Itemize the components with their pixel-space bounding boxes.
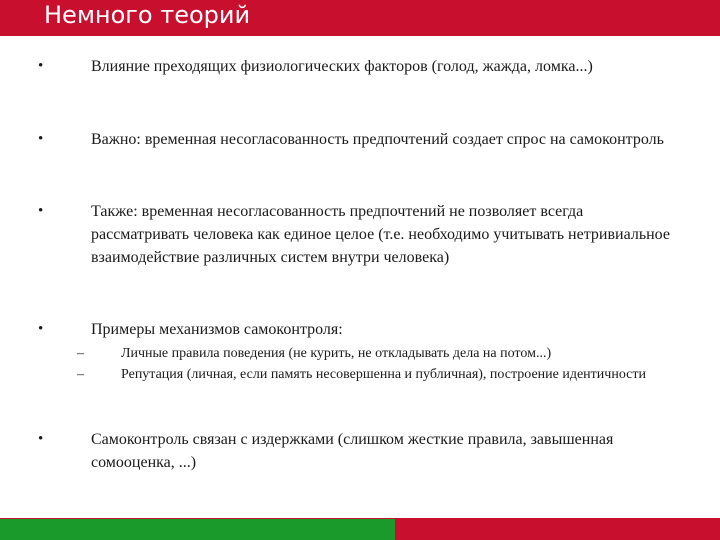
sub-bullet-marker: – bbox=[77, 367, 84, 382]
sub-bullet-marker: – bbox=[77, 346, 84, 361]
title-bar bbox=[0, 0, 720, 36]
bullet-text: Примеры механизмов самоконтроля: bbox=[91, 321, 343, 338]
slide-title: Немного теорий bbox=[44, 1, 251, 29]
bullet-text: Важно: временная несогласованность предпочтений создает спрос на самоконтроль bbox=[91, 131, 664, 148]
bullet-marker: • bbox=[38, 203, 44, 219]
footer-band bbox=[0, 518, 720, 540]
sub-bullet-text: Репутация (личная, если память несовершенна и публичная), построение идентичности bbox=[121, 367, 646, 382]
bullet-marker: • bbox=[38, 58, 44, 74]
sub-bullet-text: Личные правила поведения (не курить, не откладывать дела на потом...) bbox=[121, 346, 552, 361]
bullet-marker: • bbox=[38, 431, 44, 447]
bullet-text: Влияние преходящих физиологических факторов (голод, жажда, ломка...) bbox=[91, 58, 593, 75]
bullet-marker: • bbox=[38, 131, 44, 147]
footer-stripe-graphic bbox=[0, 518, 720, 540]
bullet-text: Также: временная несогласованность предпочтений не позволяет всегда рассматривать человека как единое целое (т.е. необходимо учитывать нетривиальное взаимодействие различных систем внутри человека) bbox=[91, 203, 670, 266]
bullet-text: Самоконтроль связан с издержками (слишком жесткие правила, завышенная сомооценка, ...) bbox=[91, 431, 614, 471]
bullet-marker: • bbox=[38, 321, 44, 337]
